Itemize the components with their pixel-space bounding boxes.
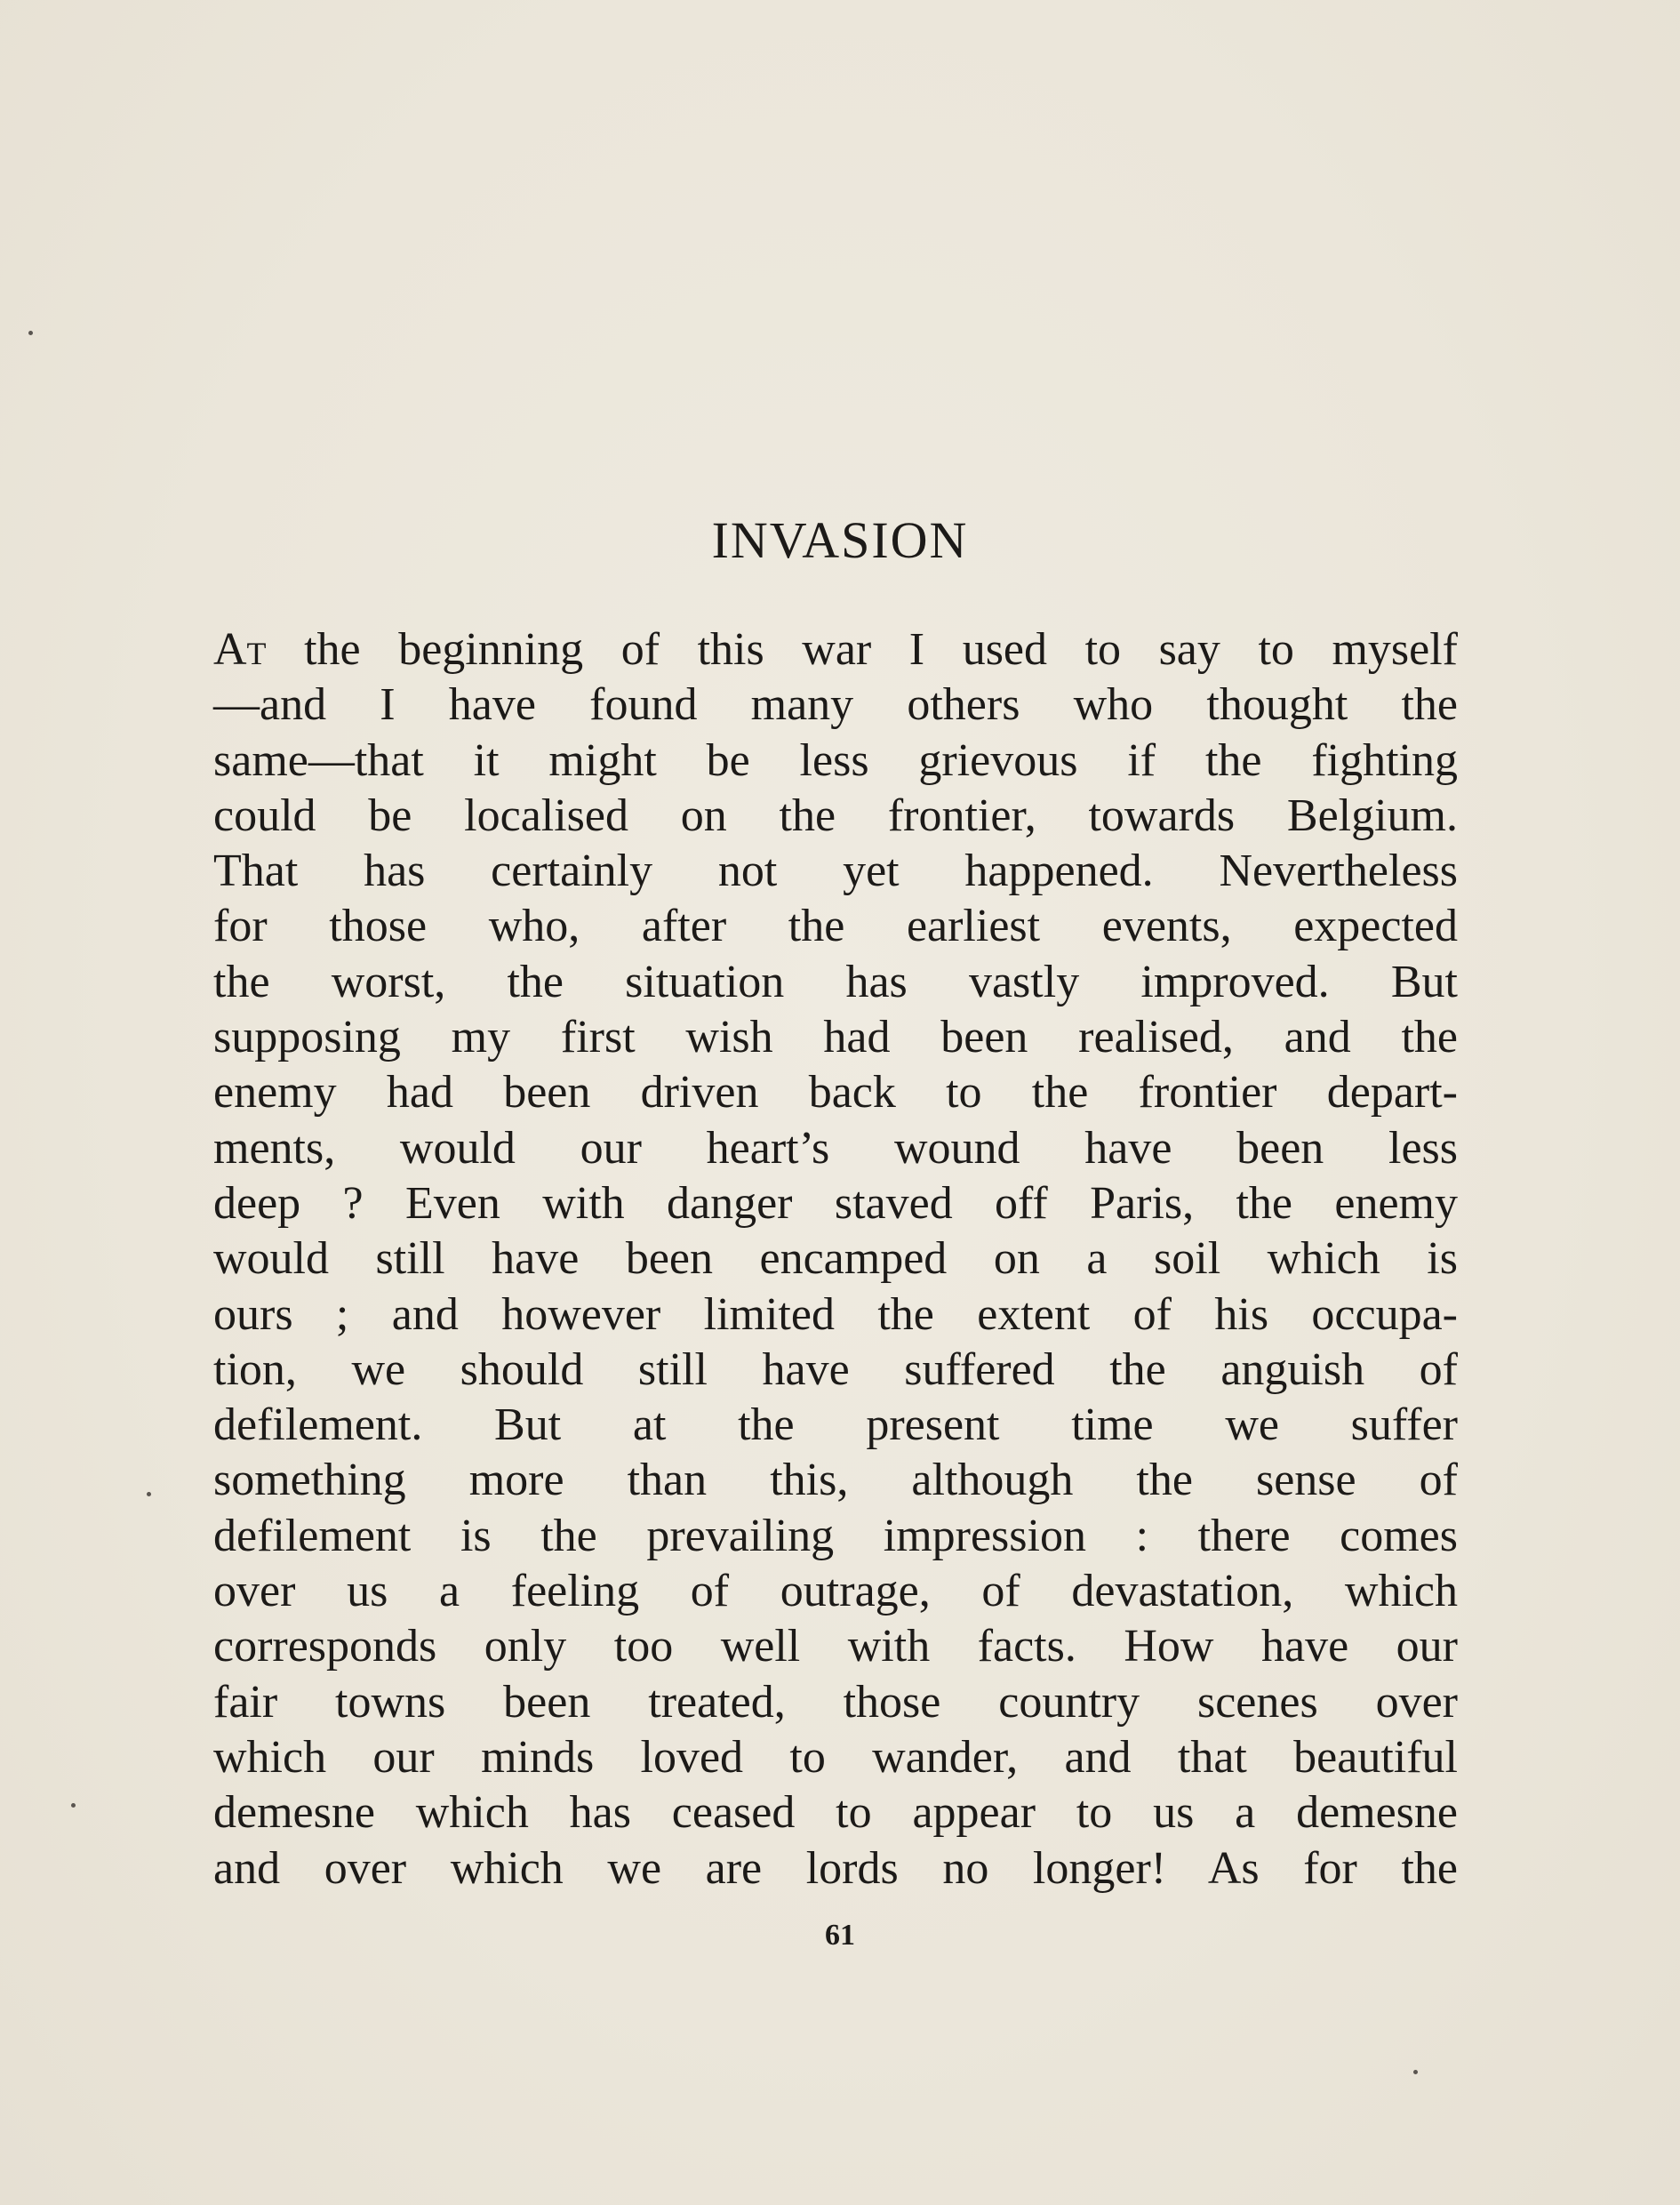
first-line-text: the beginning of this war I used to say to myself <box>266 624 1458 675</box>
paper-speck <box>147 1492 151 1496</box>
paper-speck <box>28 331 33 335</box>
text-line: —and I have found many others who thought the <box>213 679 1458 731</box>
text-line: which our minds loved to wander, and that beautiful <box>213 1731 1458 1783</box>
paper-speck <box>1413 2070 1418 2074</box>
text-line: ments, would our heart’s wound have been less <box>213 1122 1458 1174</box>
text-line: same—that it might be less grievous if the fighting <box>213 734 1458 786</box>
opening-word: At <box>213 624 267 675</box>
text-line: That has certainly not yet happened. Nevertheless <box>213 846 1458 897</box>
text-line <box>213 622 1458 678</box>
text-line: and over which we are lords no longer! As for the <box>213 1842 1458 1894</box>
text-line: ours ; and however limited the extent of his occupa- <box>213 1288 1458 1340</box>
text-line: corresponds only too well with facts. How have our <box>213 1621 1458 1672</box>
text-line: fair towns been treated, those country scenes over <box>213 1676 1458 1728</box>
text-line: enemy had been driven back to the frontier depart- <box>213 1067 1458 1119</box>
text-line: for those who, after the earliest events, expected <box>213 901 1458 952</box>
text-line: something more than this, although the sense of <box>213 1455 1458 1506</box>
chapter-title: INVASION <box>711 511 969 569</box>
text-line: demesne which has ceased to appear to us a demesne <box>213 1787 1458 1839</box>
text-line: the worst, the situation has vastly improved. But <box>213 956 1458 1007</box>
page-number: 61 <box>825 1919 855 1952</box>
text-line: defilement. But at the present time we suffer <box>213 1399 1458 1451</box>
text-line: supposing my first wish had been realised, and the <box>213 1012 1458 1063</box>
paper-speck <box>71 1803 76 1808</box>
text-line: defilement is the prevailing impression : there comes <box>213 1510 1458 1561</box>
body-paragraph <box>213 622 1458 1896</box>
text-line: tion, we should still have suffered the anguish of <box>213 1343 1458 1395</box>
text-line: could be localised on the frontier, towards Belgium. <box>213 790 1458 841</box>
text-line: deep ? Even with danger staved off Paris, the enemy <box>213 1177 1458 1229</box>
text-line: would still have been encamped on a soil which is <box>213 1233 1458 1285</box>
text-line: over us a feeling of outrage, of devastation, which <box>213 1566 1458 1617</box>
